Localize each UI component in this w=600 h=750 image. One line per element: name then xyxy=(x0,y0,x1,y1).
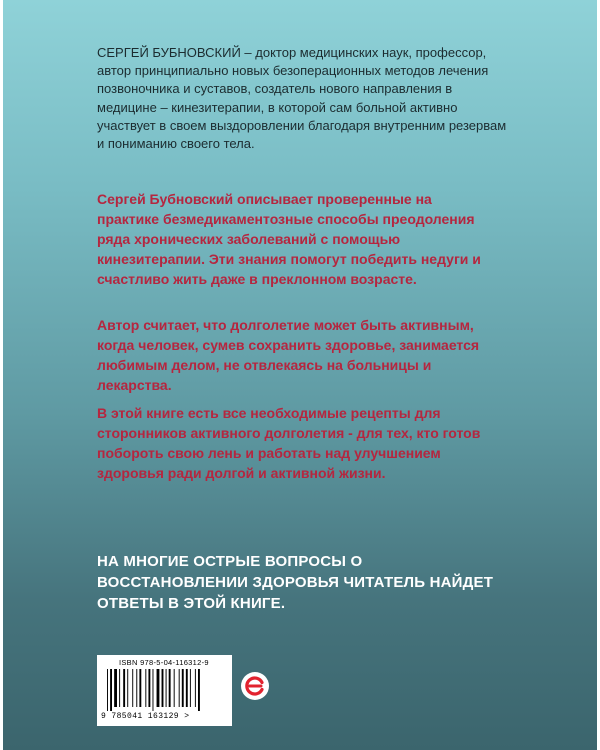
barcode-bar xyxy=(157,669,160,707)
barcode-bar xyxy=(166,669,167,707)
barcode-bar xyxy=(153,669,154,711)
barcode-bar xyxy=(174,669,175,707)
isbn-text: ISBN 978-5-04-116312-9 xyxy=(119,658,209,667)
barcode-bar xyxy=(136,669,137,707)
barcode-bar xyxy=(198,669,200,711)
description-paragraph-1: Сергей Бубновский описывает проверенные на практике безмедикаментозные способы преодоления ряда хронических заболеваний с помощью кинезитерапии. Эти знания помогут победить недуги и счастливо жить даже в преклонном возрасте. xyxy=(97,191,481,287)
author-bio: СЕРГЕЙ БУБНОВСКИЙ – доктор медицинских наук, профессор, автор принципиально новых безоперационных методов лечения позвоночника и суставов, создатель нового направления в медицине – кинезитерапии, в которой сам больной активно участвует в своем выздоровлении благодаря внутренним резервам и пониманию своего тела. xyxy=(97,45,507,152)
barcode-number: 9 785041 163129 > xyxy=(101,712,190,721)
barcode-bar xyxy=(110,669,112,711)
barcode-bar xyxy=(114,669,117,707)
description-paragraph-2: Автор считает, что долголетие может быть активным, когда человек, сумев сохранить здоровье, занимается любимым делом, не отвлекаясь на больницы и лекарства. xyxy=(97,317,480,393)
barcode-bar xyxy=(186,669,188,707)
barcode-bar xyxy=(169,669,171,707)
publisher-logo-icon xyxy=(240,671,270,701)
barcode-bars xyxy=(105,669,225,711)
barcode-bar xyxy=(179,669,180,707)
barcode-bar xyxy=(190,669,191,707)
barcode-bar xyxy=(162,669,164,707)
description-paragraph-3: В этой книге есть все необходимые рецепты для сторонников активного долголетия - для тех, кто готов побороть свою лень и работать над улучшением здоровья ради долгой и активной жизни. xyxy=(97,405,481,481)
tagline: НА МНОГИЕ ОСТРЫЕ ВОПРОСЫ О ВОССТАНОВЛЕНИИ ЗДОРОВЬЯ ЧИТАТЕЛЬ НАЙДЕТ ОТВЕТЫ В ЭТОЙ КНИГЕ. xyxy=(97,553,494,612)
barcode-box xyxy=(97,655,232,726)
barcode-bar xyxy=(195,669,196,707)
barcode-bar xyxy=(182,669,184,707)
barcode-bar xyxy=(107,669,108,711)
barcode-bar xyxy=(148,669,150,707)
barcode-bar xyxy=(139,669,141,707)
barcode-bar xyxy=(127,669,128,707)
barcode-bar xyxy=(123,669,125,707)
barcode-bar xyxy=(145,669,146,707)
barcode-bar xyxy=(132,669,133,707)
barcode-bar xyxy=(119,669,120,707)
